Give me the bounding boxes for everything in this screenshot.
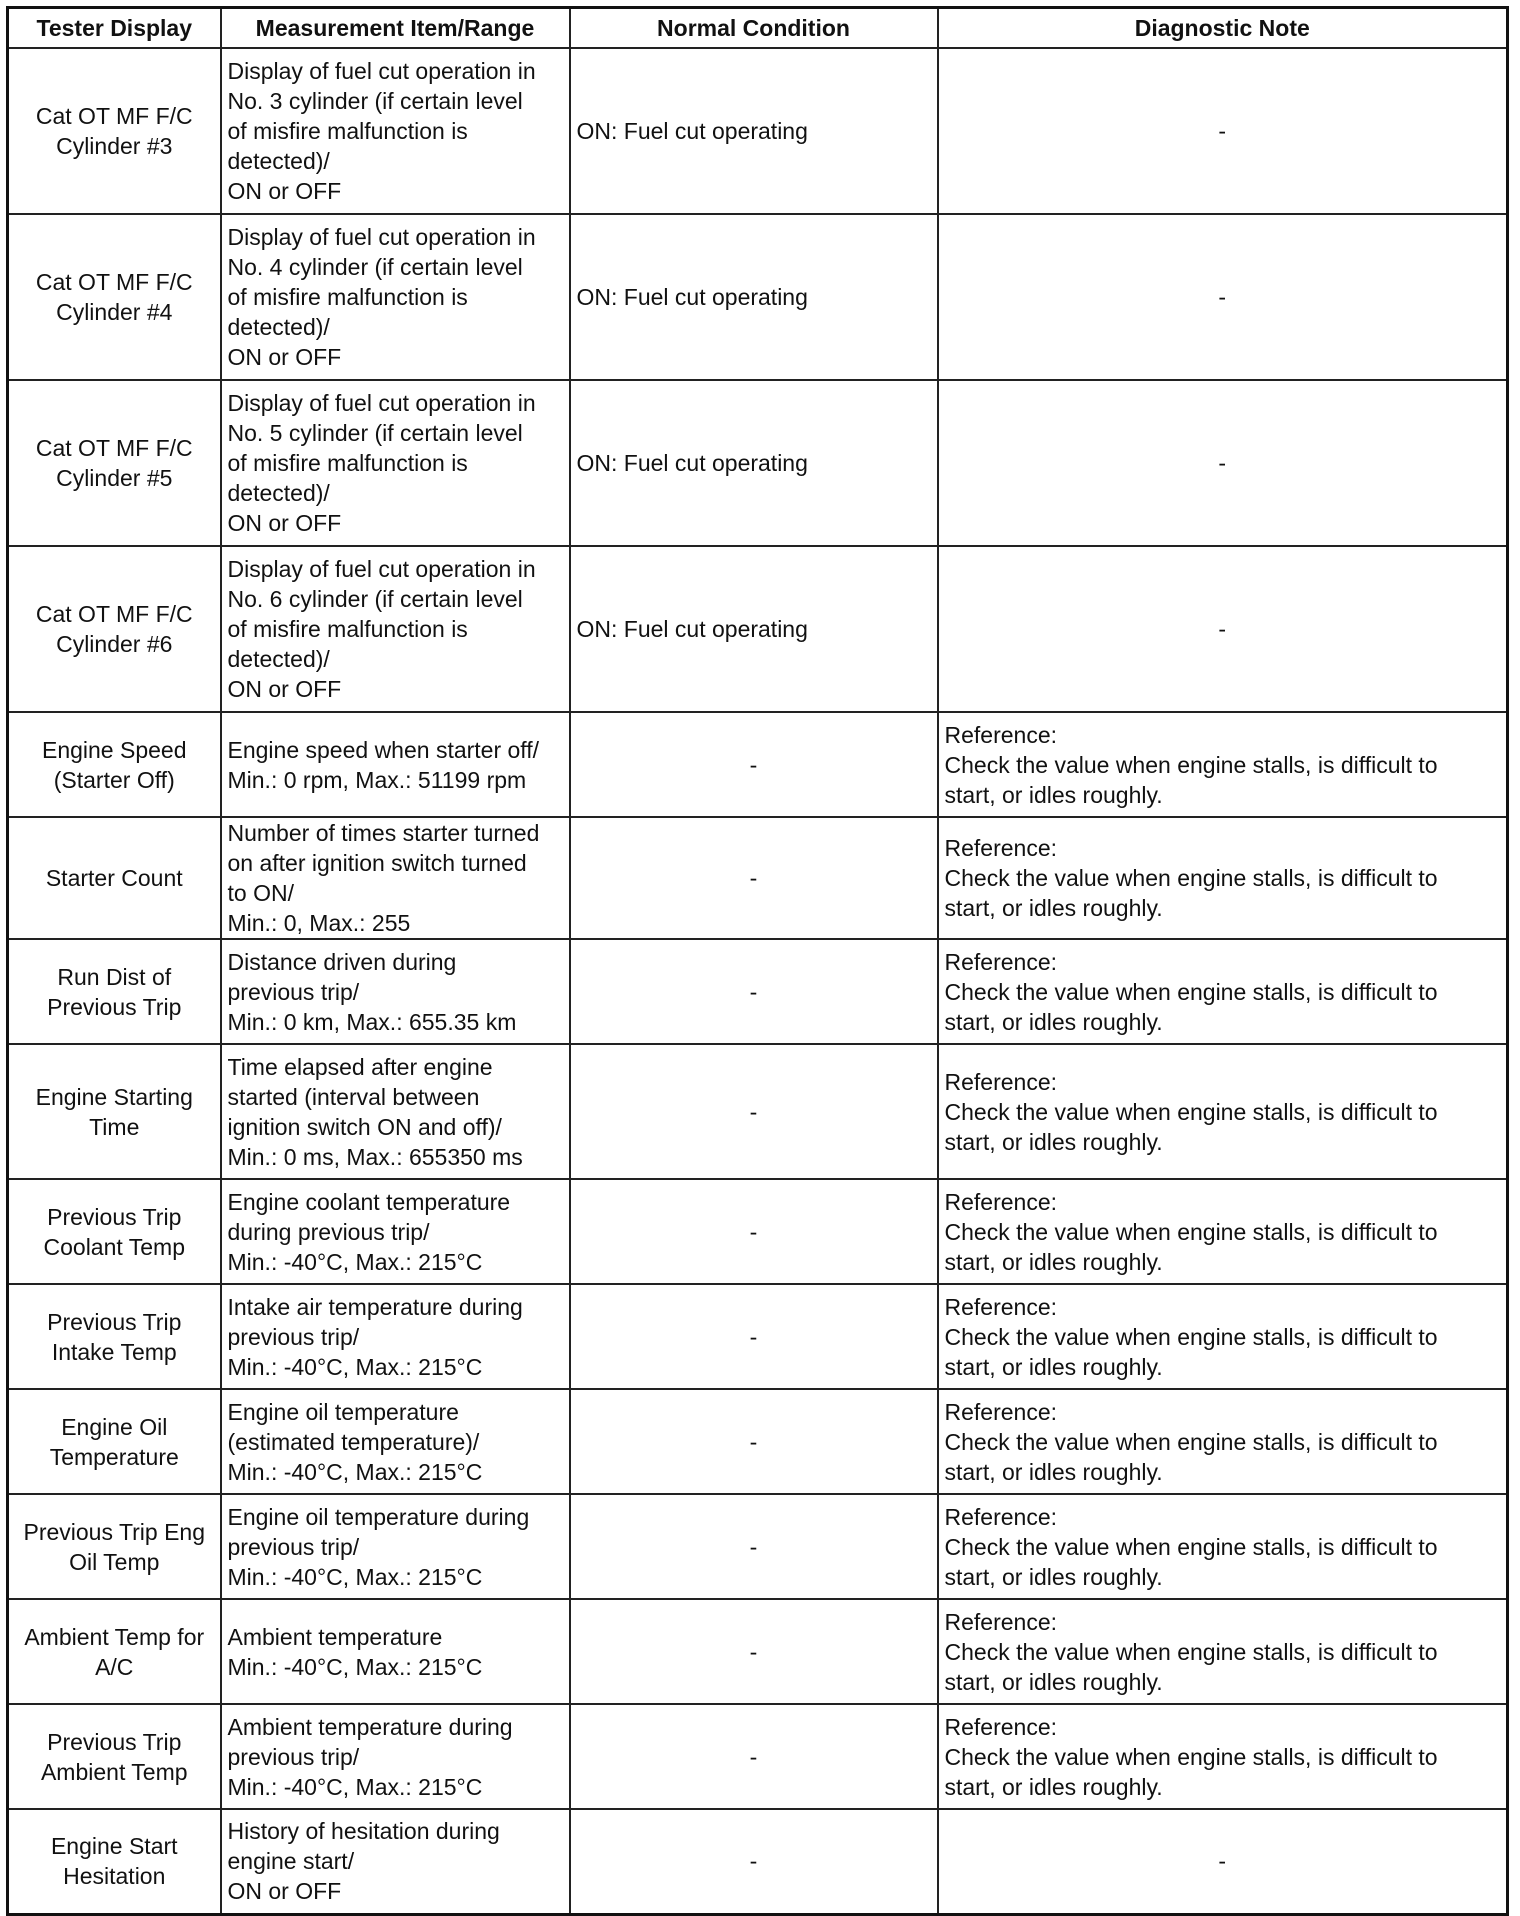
measurement-item-cell-line: Time elapsed after engine bbox=[227, 1053, 493, 1080]
diagnostic-note-cell bbox=[938, 214, 1508, 380]
diagnostic-note-cell bbox=[938, 1704, 1508, 1809]
measurement-item-cell-line: Number of times starter turned bbox=[227, 820, 540, 846]
tester-display-cell-line: (Starter Off) bbox=[53, 766, 175, 793]
tester-display-cell-line: Coolant Temp bbox=[43, 1233, 185, 1260]
measurement-item-cell-line: Ambient temperature bbox=[227, 1623, 443, 1650]
measurement-item-cell-line: engine start/ bbox=[227, 1848, 355, 1875]
diagnostic-note-cell bbox=[938, 1494, 1508, 1599]
diagnostic-note-cell-line: Reference: bbox=[944, 721, 1058, 748]
measurement-item-cell-line: Min.: -40°C, Max.: 215°C bbox=[227, 1653, 483, 1680]
tester-display-cell-line: Cylinder #4 bbox=[56, 299, 173, 325]
measurement-item-cell-line: Min.: -40°C, Max.: 215°C bbox=[227, 1563, 483, 1590]
diagnostic-note-cell bbox=[938, 817, 1508, 939]
tester-display-cell-line: Starter Count bbox=[45, 865, 183, 891]
measurement-item-cell-line: Engine speed when starter off/ bbox=[227, 736, 540, 763]
tester-display-cell-line: Run Dist of bbox=[57, 963, 172, 990]
measurement-item-cell-line: Display of fuel cut operation in bbox=[227, 556, 536, 582]
table-row bbox=[8, 1284, 1508, 1389]
tester-display-cell bbox=[8, 1599, 221, 1704]
measurement-item-cell bbox=[221, 546, 570, 712]
diagnostic-note-cell bbox=[938, 1179, 1508, 1284]
diagnostic-note-cell bbox=[938, 939, 1508, 1044]
measurement-item-cell-line: Min.: 0, Max.: 255 bbox=[227, 910, 411, 936]
diagnostic-note-cell-line: Reference: bbox=[944, 1293, 1058, 1320]
table-row bbox=[8, 1809, 1508, 1914]
diagnostic-note-cell-line: start, or idles roughly. bbox=[944, 1008, 1163, 1035]
normal-condition-cell: - bbox=[570, 1179, 938, 1284]
tester-display-cell-line: Cat OT MF F/C bbox=[35, 601, 193, 627]
normal-condition-cell: - bbox=[570, 1599, 938, 1704]
table-row bbox=[8, 712, 1508, 817]
measurement-item-cell bbox=[221, 1389, 570, 1494]
measurement-item-cell-line: Min.: -40°C, Max.: 215°C bbox=[227, 1248, 483, 1275]
measurement-item-cell-line: Min.: -40°C, Max.: 215°C bbox=[227, 1353, 483, 1380]
measurement-item-cell-line: previous trip/ bbox=[227, 1323, 360, 1350]
tester-display-cell bbox=[8, 546, 221, 712]
diagnostic-note-cell bbox=[938, 1389, 1508, 1494]
diagnostic-note-cell-line: Check the value when engine stalls, is difficult to bbox=[944, 978, 1438, 1005]
diagnostic-note-cell-line: Reference: bbox=[944, 1503, 1058, 1530]
tester-display-cell-line: Engine Speed bbox=[41, 736, 187, 763]
measurement-item-cell-line: Distance driven during bbox=[227, 948, 457, 975]
tester-display-cell bbox=[8, 380, 221, 546]
measurement-item-cell-line: Display of fuel cut operation in bbox=[227, 224, 536, 250]
diagnostic-note-cell-line: start, or idles roughly. bbox=[944, 1773, 1163, 1800]
diagnostic-note-cell-line: Reference: bbox=[944, 1608, 1058, 1635]
table-row bbox=[8, 817, 1508, 939]
normal-condition-cell: - bbox=[570, 1284, 938, 1389]
diagnostic-note-cell-line: - bbox=[1218, 1848, 1227, 1875]
tester-display-cell bbox=[8, 1179, 221, 1284]
normal-condition-cell: ON: Fuel cut operating bbox=[570, 214, 938, 380]
measurement-item-cell bbox=[221, 817, 570, 939]
measurement-item-cell-line: to ON/ bbox=[227, 880, 294, 906]
diagnostic-note-cell bbox=[938, 546, 1508, 712]
table-row bbox=[8, 939, 1508, 1044]
measurement-item-cell bbox=[221, 1809, 570, 1914]
measurement-item-cell-line: Engine coolant temperature bbox=[227, 1188, 511, 1215]
table-row bbox=[8, 1389, 1508, 1494]
measurement-item-cell-line: detected)/ bbox=[227, 148, 330, 174]
diagnostic-note-cell-line: start, or idles roughly. bbox=[944, 1353, 1163, 1380]
normal-condition-cell: ON: Fuel cut operating bbox=[570, 48, 938, 214]
diagnostic-note-cell-line: start, or idles roughly. bbox=[944, 895, 1163, 921]
tester-display-cell-line: Previous Trip bbox=[47, 1203, 182, 1230]
measurement-item-cell bbox=[221, 1704, 570, 1809]
table-row bbox=[8, 380, 1508, 546]
tester-display-cell-line: Cylinder #3 bbox=[56, 133, 173, 159]
diagnostic-note-cell-line: - bbox=[1218, 118, 1227, 144]
tester-display-cell bbox=[8, 1284, 221, 1389]
measurement-item-cell bbox=[221, 1284, 570, 1389]
diagnostic-note-cell-line: start, or idles roughly. bbox=[944, 1563, 1163, 1590]
measurement-item-cell-line: previous trip/ bbox=[227, 978, 360, 1005]
normal-condition-cell: - bbox=[570, 817, 938, 939]
diagnostic-note-cell bbox=[938, 48, 1508, 214]
header-diagnostic-note: Diagnostic Note bbox=[938, 8, 1508, 49]
measurement-item-cell-line: started (interval between bbox=[227, 1083, 480, 1110]
tester-display-cell-line: Ambient Temp bbox=[40, 1758, 188, 1785]
tester-display-cell bbox=[8, 1389, 221, 1494]
diagnostic-note-cell-line: Check the value when engine stalls, is difficult to bbox=[944, 1638, 1438, 1665]
diagnostic-note-cell bbox=[938, 712, 1508, 817]
measurement-item-cell-line: detected)/ bbox=[227, 480, 330, 506]
table-row bbox=[8, 1494, 1508, 1599]
diagnostic-note-cell-line: start, or idles roughly. bbox=[944, 781, 1163, 808]
measurement-item-cell-line: ON or OFF bbox=[227, 344, 342, 370]
diagnostic-note-cell-line: Reference: bbox=[944, 1398, 1058, 1425]
tester-display-cell-line: Previous Trip Eng bbox=[23, 1518, 206, 1545]
table-row bbox=[8, 546, 1508, 712]
tester-display-cell-line: Cat OT MF F/C bbox=[35, 269, 193, 295]
normal-condition-cell: - bbox=[570, 1704, 938, 1809]
measurement-item-cell bbox=[221, 1044, 570, 1179]
measurement-item-cell-line: No. 5 cylinder (if certain level bbox=[227, 420, 523, 446]
measurement-item-cell-line: Min.: 0 km, Max.: 655.35 km bbox=[227, 1008, 517, 1035]
table-row bbox=[8, 1599, 1508, 1704]
tester-display-cell bbox=[8, 1044, 221, 1179]
table-row bbox=[8, 214, 1508, 380]
diagnostic-note-cell-line: start, or idles roughly. bbox=[944, 1668, 1163, 1695]
measurement-item-cell-line: ON or OFF bbox=[227, 178, 342, 204]
measurement-item-cell-line: Intake air temperature during bbox=[227, 1293, 523, 1320]
measurement-item-cell-line: No. 4 cylinder (if certain level bbox=[227, 254, 523, 280]
tester-display-cell-line: Cat OT MF F/C bbox=[35, 103, 193, 129]
normal-condition-cell: - bbox=[570, 1044, 938, 1179]
diagnostic-note-cell-line: Check the value when engine stalls, is difficult to bbox=[944, 865, 1438, 891]
measurement-item-cell-line: of misfire malfunction is bbox=[227, 450, 468, 476]
diagnostic-note-cell-line: Check the value when engine stalls, is difficult to bbox=[944, 1428, 1438, 1455]
measurement-item-cell-line: Display of fuel cut operation in bbox=[227, 390, 536, 416]
header-measurement-item: Measurement Item/Range bbox=[221, 8, 570, 49]
measurement-item-cell-line: Ambient temperature during bbox=[227, 1713, 513, 1740]
tester-display-cell-line: Oil Temp bbox=[69, 1548, 160, 1575]
table-row bbox=[8, 1044, 1508, 1179]
table-row bbox=[8, 1704, 1508, 1809]
tester-display-cell-line: Cylinder #6 bbox=[56, 631, 173, 657]
normal-condition-cell: - bbox=[570, 712, 938, 817]
measurement-item-cell bbox=[221, 1599, 570, 1704]
diagnostic-note-cell-line: - bbox=[1218, 450, 1227, 476]
diagnostic-note-cell-line: Reference: bbox=[944, 1068, 1058, 1095]
normal-condition-cell: ON: Fuel cut operating bbox=[570, 546, 938, 712]
tester-display-cell-line: Engine Starting bbox=[35, 1083, 193, 1110]
measurement-item-cell-line: on after ignition switch turned bbox=[227, 850, 527, 876]
diagnostic-note-cell-line: start, or idles roughly. bbox=[944, 1458, 1163, 1485]
measurement-item-cell bbox=[221, 380, 570, 546]
measurement-item-cell bbox=[221, 939, 570, 1044]
tester-display-cell-line: Engine Start bbox=[50, 1833, 178, 1860]
table-body bbox=[8, 48, 1508, 1914]
measurement-item-cell bbox=[221, 1494, 570, 1599]
diagnostic-note-cell-line: - bbox=[1218, 616, 1227, 642]
diagnostic-note-cell-line: Check the value when engine stalls, is difficult to bbox=[944, 1218, 1438, 1245]
measurement-item-cell bbox=[221, 48, 570, 214]
tester-display-cell bbox=[8, 48, 221, 214]
normal-condition-cell: - bbox=[570, 1389, 938, 1494]
tester-display-cell bbox=[8, 214, 221, 380]
diagnostic-note-cell-line: Check the value when engine stalls, is difficult to bbox=[944, 751, 1438, 778]
normal-condition-cell: ON: Fuel cut operating bbox=[570, 380, 938, 546]
table-row bbox=[8, 48, 1508, 214]
measurement-item-cell-line: ignition switch ON and off)/ bbox=[227, 1113, 502, 1140]
diagnostic-note-cell bbox=[938, 380, 1508, 546]
measurement-item-cell-line: Engine oil temperature during bbox=[227, 1503, 530, 1530]
header-tester-display: Tester Display bbox=[8, 8, 221, 49]
normal-condition-cell: - bbox=[570, 1809, 938, 1914]
diagnostic-note-cell-line: Check the value when engine stalls, is difficult to bbox=[944, 1323, 1438, 1350]
measurement-item-cell-line: of misfire malfunction is bbox=[227, 284, 468, 310]
diagnostic-note-cell bbox=[938, 1044, 1508, 1179]
measurement-item-cell-line: of misfire malfunction is bbox=[227, 118, 468, 144]
header-normal-condition: Normal Condition bbox=[570, 8, 938, 49]
tester-display-cell-line: Cylinder #5 bbox=[56, 465, 173, 491]
measurement-item-cell bbox=[221, 214, 570, 380]
normal-condition-cell: - bbox=[570, 1494, 938, 1599]
diagnostic-note-cell-line: start, or idles roughly. bbox=[944, 1248, 1163, 1275]
diagnostic-note-cell-line: start, or idles roughly. bbox=[944, 1128, 1163, 1155]
measurement-item-cell-line: detected)/ bbox=[227, 314, 330, 340]
diagnostic-note-cell-line: Check the value when engine stalls, is difficult to bbox=[944, 1743, 1438, 1770]
diagnostic-note-cell bbox=[938, 1599, 1508, 1704]
measurement-item-cell bbox=[221, 712, 570, 817]
measurement-item-cell-line: previous trip/ bbox=[227, 1743, 360, 1770]
measurement-item-cell-line: History of hesitation during bbox=[227, 1818, 500, 1845]
tester-display-cell bbox=[8, 939, 221, 1044]
diagnostic-note-cell-line: Check the value when engine stalls, is difficult to bbox=[944, 1533, 1438, 1560]
tester-display-cell-line: Intake Temp bbox=[51, 1338, 177, 1365]
measurement-item-cell bbox=[221, 1179, 570, 1284]
tester-display-cell-line: Previous Trip bbox=[47, 1728, 182, 1755]
measurement-item-cell-line: ON or OFF bbox=[227, 676, 342, 702]
diagnostic-note-cell bbox=[938, 1809, 1508, 1914]
measurement-item-cell-line: detected)/ bbox=[227, 646, 330, 672]
table-row bbox=[8, 1179, 1508, 1284]
diagnostic-note-cell-line: - bbox=[1218, 284, 1227, 310]
diagnostic-note-cell-line: Reference: bbox=[944, 1713, 1058, 1740]
diagnostic-note-cell bbox=[938, 1284, 1508, 1389]
tester-display-cell bbox=[8, 1809, 221, 1914]
tester-display-cell bbox=[8, 1704, 221, 1809]
tester-display-cell-line: Time bbox=[89, 1113, 140, 1140]
tester-display-cell-line: Previous Trip bbox=[47, 993, 182, 1020]
tester-display-cell-line: Ambient Temp for bbox=[24, 1623, 205, 1650]
measurement-item-cell-line: ON or OFF bbox=[227, 1878, 342, 1905]
diagnostic-data-table bbox=[6, 6, 1509, 1916]
tester-display-cell bbox=[8, 817, 221, 939]
tester-display-cell bbox=[8, 1494, 221, 1599]
diagnostic-note-cell-line: Reference: bbox=[944, 835, 1058, 861]
tester-display-cell-line: Cat OT MF F/C bbox=[35, 435, 193, 461]
measurement-item-cell-line: (estimated temperature)/ bbox=[227, 1428, 480, 1455]
measurement-item-cell-line: Display of fuel cut operation in bbox=[227, 58, 536, 84]
measurement-item-cell-line: Min.: -40°C, Max.: 215°C bbox=[227, 1458, 483, 1485]
diagnostic-note-cell-line: Check the value when engine stalls, is difficult to bbox=[944, 1098, 1438, 1125]
measurement-item-cell-line: Engine oil temperature bbox=[227, 1398, 459, 1425]
measurement-item-cell-line: Min.: -40°C, Max.: 215°C bbox=[227, 1773, 483, 1800]
measurement-item-cell-line: No. 3 cylinder (if certain level bbox=[227, 88, 523, 114]
tester-display-cell-line: Engine Oil bbox=[61, 1413, 168, 1440]
measurement-item-cell-line: No. 6 cylinder (if certain level bbox=[227, 586, 523, 612]
measurement-item-cell-line: Min.: 0 rpm, Max.: 51199 rpm bbox=[227, 766, 527, 793]
measurement-item-cell-line: of misfire malfunction is bbox=[227, 616, 468, 642]
tester-display-cell-line: Temperature bbox=[49, 1443, 179, 1470]
tester-display-cell bbox=[8, 712, 221, 817]
table-header-row bbox=[8, 8, 1508, 49]
diagnostic-note-cell-line: Reference: bbox=[944, 1188, 1058, 1215]
tester-display-cell-line: Hesitation bbox=[63, 1863, 166, 1890]
diagnostic-note-cell-line: Reference: bbox=[944, 948, 1058, 975]
tester-display-cell-line: Previous Trip bbox=[47, 1308, 182, 1335]
measurement-item-cell-line: previous trip/ bbox=[227, 1533, 360, 1560]
normal-condition-cell: - bbox=[570, 939, 938, 1044]
measurement-item-cell-line: Min.: 0 ms, Max.: 655350 ms bbox=[227, 1143, 523, 1170]
measurement-item-cell-line: during previous trip/ bbox=[227, 1218, 430, 1245]
tester-display-cell-line: A/C bbox=[95, 1653, 134, 1680]
measurement-item-cell-line: ON or OFF bbox=[227, 510, 342, 536]
